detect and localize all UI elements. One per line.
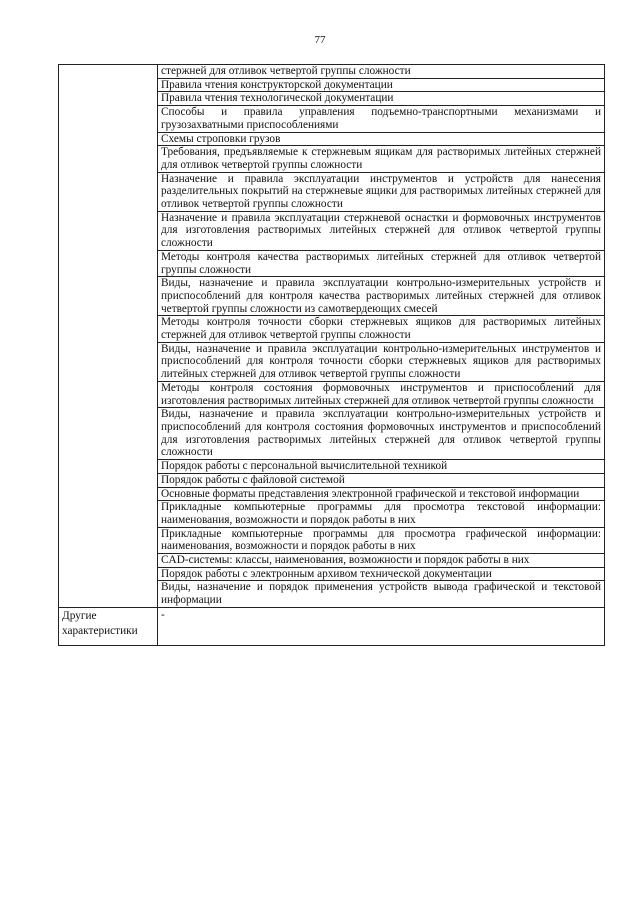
knowledge-item: Схемы строповки грузов (158, 132, 605, 146)
knowledge-item: Виды, назначение и порядок применения устройств вывода графической и текстовой информации (158, 581, 605, 607)
knowledge-item: Прикладные компьютерные программы для просмотра текстовой информации: наименования, возможности и порядок работы в них (158, 501, 605, 527)
page-number: 77 (314, 34, 326, 46)
other-characteristics-value: - (158, 607, 605, 645)
knowledge-item: Порядок работы с персональной вычислительной техникой (158, 460, 605, 474)
required-knowledge-label-cell (59, 65, 158, 608)
knowledge-item: Прикладные компьютерные программы для просмотра графической информации: наименования, возможности и порядок работы в них (158, 527, 605, 553)
knowledge-item: Требования, предъявляемые к стержневым ящикам для растворимых литейных стержней для отливок четвертой группы сложности (158, 146, 605, 172)
other-characteristics-label: Другие характеристики (59, 607, 158, 645)
knowledge-item: Правила чтения конструкторской документации (158, 78, 605, 92)
table-row (59, 65, 605, 79)
requirements-table (58, 64, 605, 646)
knowledge-item: Правила чтения технологической документации (158, 92, 605, 106)
knowledge-item: Назначение и правила эксплуатации инструментов и устройств для нанесения разделительных покрытий на стержневые ящики для растворимых литейных стержней для отливок четвертой группы сложности (158, 172, 605, 211)
knowledge-item: Способы и правила управления подъемно-транспортными механизмами и грузозахватными приспособлениями (158, 106, 605, 132)
knowledge-item: Основные форматы представления электронной графической и текстовой информации (158, 487, 605, 501)
knowledge-item: CAD-системы: классы, наименования, возможности и порядок работы в них (158, 554, 605, 568)
knowledge-item: стержней для отливок четвертой группы сложности (158, 65, 605, 79)
knowledge-item: Виды, назначение и правила эксплуатации контрольно-измерительных инструментов и приспособлений для контроля точности сборки стержневых ящиков для растворимых литейных стержней для отливок четвертой группы сложности (158, 342, 605, 381)
knowledge-item: Порядок работы с файловой системой (158, 473, 605, 487)
knowledge-item: Порядок работы с электронным архивом технической документации (158, 567, 605, 581)
knowledge-item: Методы контроля точности сборки стержневых ящиков для растворимых литейных стержней для отливок четвертой группы сложности (158, 316, 605, 342)
knowledge-item: Методы контроля качества растворимых литейных стержней для отливок четвертой группы сложности (158, 250, 605, 276)
knowledge-item: Методы контроля состояния формовочных инструментов и приспособлений для изготовления растворимых литейных стержней для отливок четвертой группы сложности (158, 381, 605, 407)
other-characteristics-row (59, 607, 605, 645)
knowledge-item: Виды, назначение и правила эксплуатации контрольно-измерительных устройств и приспособлений для контроля качества растворимых литейных стержней для отливок четвертой группы сложности из самотвердеющих смесей (158, 277, 605, 316)
knowledge-item: Назначение и правила эксплуатации стержневой оснастки и формовочных инструментов для изготовления растворимых литейных стержней для отливок четвертой группы сложности (158, 211, 605, 250)
knowledge-item: Виды, назначение и правила эксплуатации контрольно-измерительных устройств и приспособлений для контроля состояния формовочных инструментов и приспособлений для изготовления растворимых литейных стержней для отливок четвертой группы сложности (158, 408, 605, 460)
